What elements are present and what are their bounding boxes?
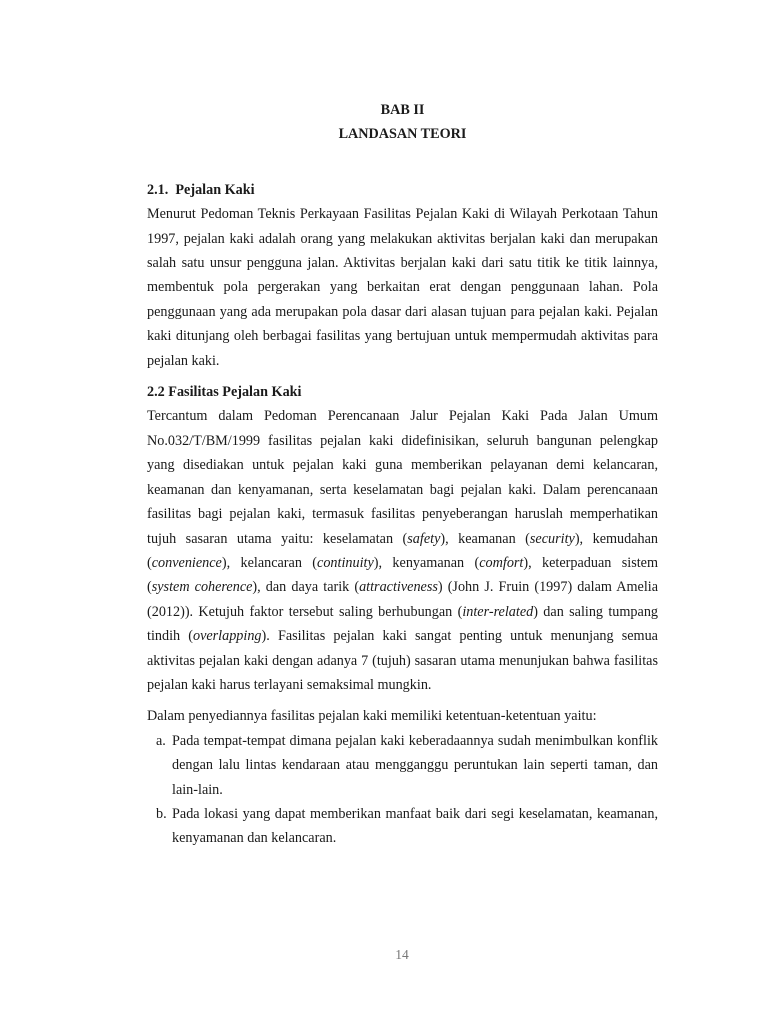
term-convenience: convenience bbox=[151, 554, 222, 571]
list-item bbox=[147, 802, 658, 851]
text-run: ), kelancaran ( bbox=[221, 554, 318, 571]
term-system-coherence: system coherence bbox=[151, 579, 253, 596]
section-heading-fasilitas: 2.2 Fasilitas Pejalan Kaki bbox=[147, 384, 302, 401]
paragraph-pejalan-kaki: Menurut Pedoman Teknis Perkayaan Fasilitas Pejalan Kaki di Wilayah Perkotaan Tahun 1997, pejalan kaki adalah orang yang melakukan aktivitas berjalan kaki dan merupakan salah satu unsur pengguna jalan. Aktivitas berjalan kaki dari satu titik ke titik lainnya, membentuk pola pergerakan yang berkaitan erat dengan penggunaan lahan. Pola penggunaan yang ada merupakan pola dasar dari alasan tujuan para pejalan kaki. Pejalan kaki ditunjang oleh berbagai fasilitas yang bertujuan untuk mempermudah aktivitas para pejalan kaki. bbox=[147, 206, 658, 369]
chapter-label: BAB II bbox=[380, 102, 425, 118]
term-overlapping: overlapping bbox=[192, 628, 262, 645]
text-run: ), kenyamanan ( bbox=[373, 554, 480, 571]
list-item-text: Pada lokasi yang dapat memberikan manfaat baik dari segi keselamatan, keamanan, kenyamanan dan kelancaran. bbox=[172, 805, 658, 847]
ketentuan-list bbox=[147, 729, 658, 851]
page-number: 14 bbox=[395, 947, 409, 962]
text-run: Tercantum dalam Pedoman Perencanaan Jalur Pejalan Kaki Pada Jalan Umum No.032/T/BM/1999 fasilitas pejalan kaki didefinisikan, seluruh bangunan pelengkap yang disediakan untuk pejalan kaki guna memberikan pelayanan demi kelancaran, keamanan dan kenyamanan, serta keselamatan bagi pejalan kaki. Dalam perencanaan fasilitas bagi pejalan kaki, termasuk fasilitas penyeberangan haruslah memperhatikan tujuh sasaran utama yaitu: keselamatan ( bbox=[147, 408, 658, 547]
text-run: ) (John J. Fruin (1997) dalam Amelia (2012)). Ketujuh faktor tersebut saling berhubungan ( bbox=[147, 579, 658, 620]
section-heading-pejalan-kaki: 2.1. Pejalan Kaki bbox=[147, 181, 255, 198]
term-continuity: continuity bbox=[317, 554, 374, 571]
chapter-title: LANDASAN TEORI bbox=[338, 126, 467, 143]
term-safety: safety bbox=[407, 530, 441, 547]
list-item bbox=[147, 729, 658, 802]
text-run: ). Fasilitas pejalan kaki sangat penting untuk menunjang semua aktivitas pejalan kaki dengan adanya 7 (tujuh) sasaran utama menunjukan bahwa fasilitas pejalan kaki harus terlayani semaksimal mungkin. bbox=[147, 628, 658, 693]
text-run: ), dan daya tarik ( bbox=[252, 579, 360, 596]
list-item-text: Pada tempat-tempat dimana pejalan kaki keberadaannya sudah menimbulkan konflik dengan lalu lintas kendaraan atau mengganggu peruntukan lain seperti taman, dan lain-lain. bbox=[172, 732, 658, 798]
document-page bbox=[147, 98, 658, 851]
text-run: ), keamanan ( bbox=[440, 530, 530, 547]
term-inter-related: inter-related bbox=[462, 603, 534, 620]
term-comfort: comfort bbox=[479, 554, 524, 571]
text-run: ) dan saling tumpang tindih ( bbox=[147, 603, 659, 645]
term-security: security bbox=[529, 530, 575, 547]
paragraph-fasilitas bbox=[147, 404, 658, 697]
text-run: ), kemudahan ( bbox=[147, 530, 659, 571]
list-marker: b. bbox=[156, 805, 167, 822]
text-run: ), keterpaduan sistem ( bbox=[147, 554, 658, 596]
paragraph-ketentuan-intro: Dalam penyediannya fasilitas pejalan kaki memiliki ketentuan-ketentuan yaitu: bbox=[147, 708, 597, 725]
list-marker: a. bbox=[156, 732, 166, 749]
term-attractiveness: attractiveness bbox=[359, 579, 438, 596]
